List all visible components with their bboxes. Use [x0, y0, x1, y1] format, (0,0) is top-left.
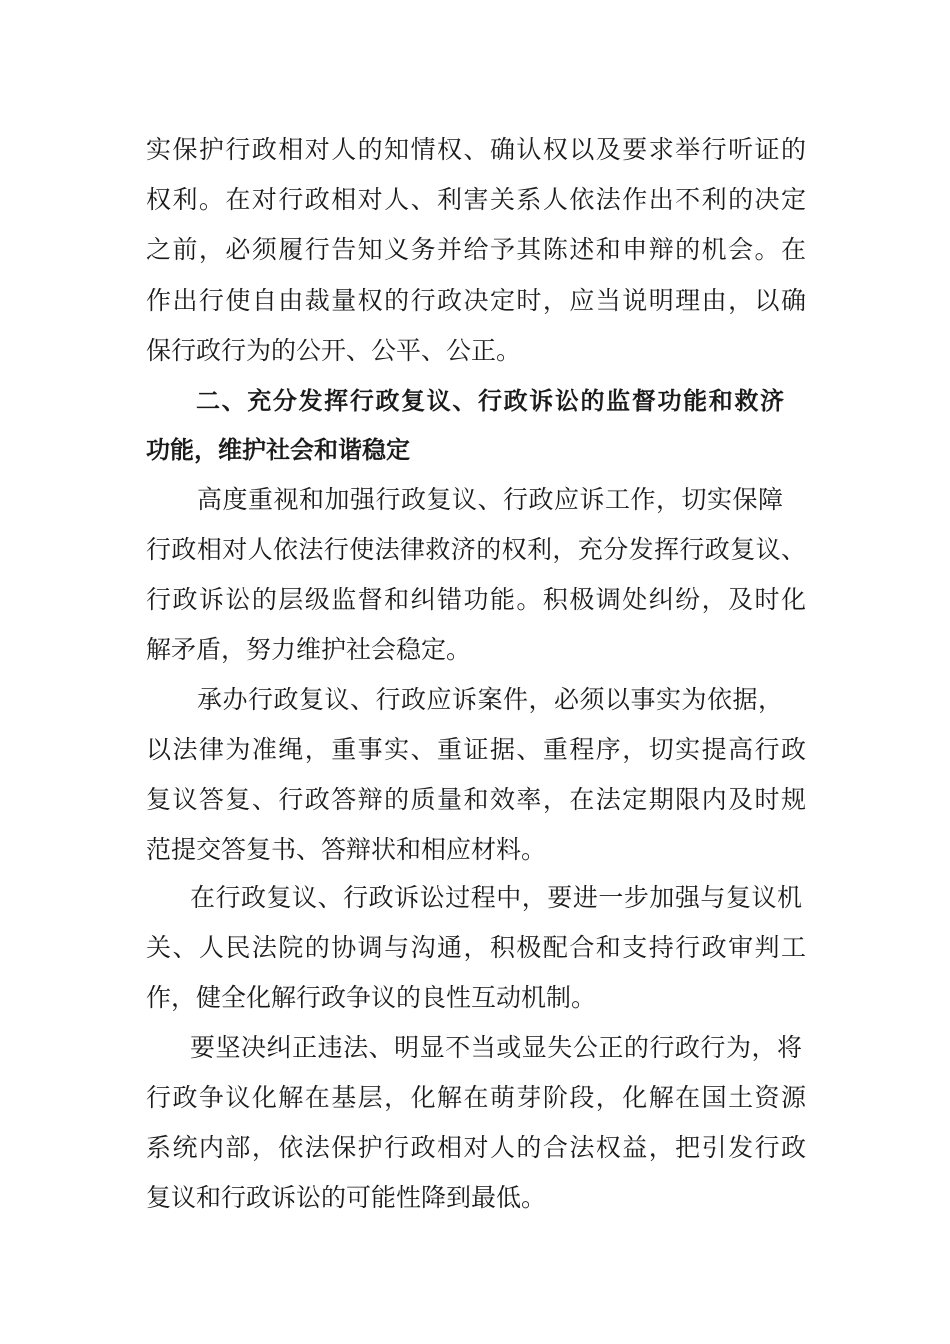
paragraph-line: 行政诉讼的层级监督和纠错功能。积极调处纠纷，及时化: [146, 585, 806, 614]
section-heading-line: 二、充分发挥行政复议、行政诉讼的监督功能和救济: [196, 387, 784, 415]
paragraph-line: 解矛盾，努力维护社会稳定。: [146, 635, 472, 664]
paragraph-line: 之前，必须履行告知义务并给予其陈述和申辩的机会。在: [146, 235, 806, 264]
paragraph-line: 复议答复、行政答辩的质量和效率，在法定期限内及时规: [146, 785, 806, 814]
paragraph-line: 高度重视和加强行政复议、行政应诉工作，切实保障: [197, 485, 783, 514]
section-heading-line: 功能，维护社会和谐稳定: [146, 436, 410, 464]
paragraph-line: 承办行政复议、行政应诉案件，必须以事实为依据，: [197, 685, 783, 714]
paragraph-line: 作出行使自由裁量权的行政决定时，应当说明理由，以确: [146, 286, 806, 315]
paragraph-line: 实保护行政相对人的知情权、确认权以及要求举行听证的: [146, 135, 806, 164]
paragraph-line: 关、人民法院的协调与沟通，积极配合和支持行政审判工: [146, 933, 806, 962]
paragraph-line: 复议和行政诉讼的可能性降到最低。: [146, 1183, 547, 1212]
paragraph-line: 行政争议化解在基层，化解在萌芽阶段，化解在国土资源: [146, 1083, 806, 1112]
paragraph-line: 要坚决纠正违法、明显不当或显失公正的行政行为，将: [190, 1033, 802, 1062]
paragraph-line: 作，健全化解行政争议的良性互动机制。: [146, 983, 597, 1012]
paragraph-line: 保行政行为的公开、公平、公正。: [146, 336, 522, 365]
paragraph-line: 在行政复议、行政诉讼过程中，要进一步加强与复议机: [190, 883, 802, 912]
paragraph-line: 行政相对人依法行使法律救济的权利，充分发挥行政复议、: [146, 535, 806, 564]
paragraph-line: 以法律为准绳，重事实、重证据、重程序，切实提高行政: [146, 735, 806, 764]
paragraph-line: 权利。在对行政相对人、利害关系人依法作出不利的决定: [146, 185, 806, 214]
paragraph-line: 系统内部，依法保护行政相对人的合法权益，把引发行政: [146, 1133, 806, 1162]
paragraph-line: 范提交答复书、答辩状和相应材料。: [146, 835, 547, 864]
